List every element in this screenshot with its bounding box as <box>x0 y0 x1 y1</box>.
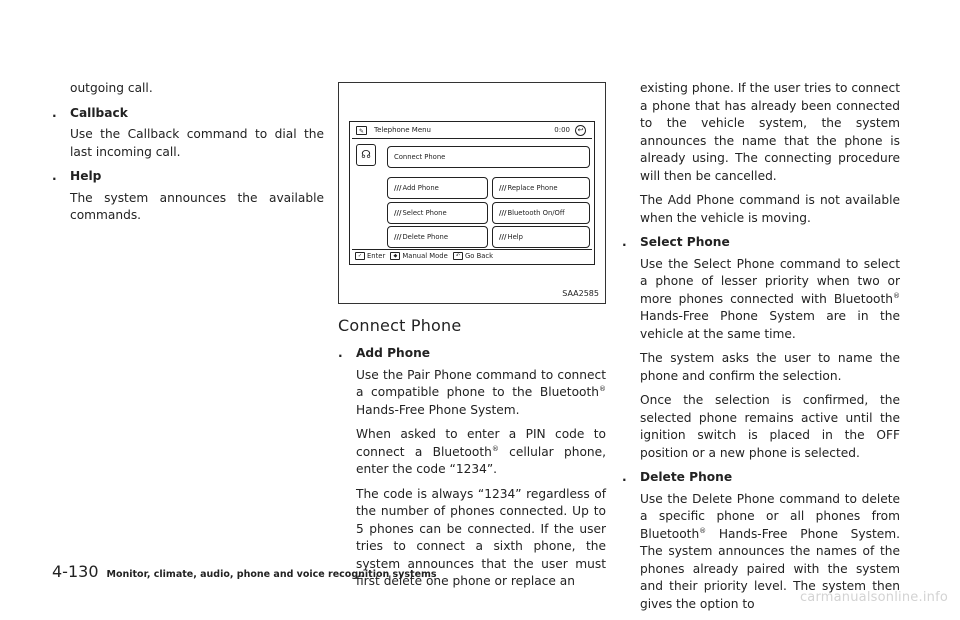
back-icon[interactable]: ↩ <box>575 125 586 136</box>
screen-title: Telephone Menu <box>374 126 431 134</box>
paragraph-add-2: When asked to enter a PIN code to connect a Bluetooth® cellular phone, enter the code “1234”. <box>356 427 607 476</box>
paragraph-select-1: Use the Select Phone command to select a phone of lesser priority when two or more phones connected with Bluetooth® Hands-Free Phone System are in the vehicle at the same time. <box>640 256 900 341</box>
column-middle <box>338 304 606 598</box>
bullet-delete-phone: . Delete Phone <box>622 470 733 484</box>
section-heading-connect-phone: Connect Phone <box>338 316 462 335</box>
page-number: 4-130 <box>52 562 99 581</box>
manual-mode-label: Manual Mode <box>402 252 448 260</box>
bullet-add-phone: . Add Phone <box>338 346 431 360</box>
column-left <box>52 80 324 232</box>
bluetooth-onoff-button[interactable]: ///Bluetooth On/Off <box>492 202 590 224</box>
enter-icon: ✓ <box>355 252 365 260</box>
go-back-icon: ↶ <box>453 252 463 260</box>
title-divider <box>352 138 592 139</box>
page-footer <box>52 562 437 581</box>
paragraph-callback: Use the Callback command to dial the last incoming call. <box>70 127 324 159</box>
connect-phone-button[interactable]: Connect Phone <box>387 146 590 168</box>
paragraph-add-3: The code is always “1234” regardless of the number of phones connected. Up to 5 phones can be connected. If the user tries to connect a sixth phone, the system announces that the user must first delete one phone or replace an <box>356 486 606 588</box>
paragraph-existing: existing phone. If the user tries to connect a phone that has already been connected to the vehicle system, the system announces the name that the phone is already using. The connecting procedure will then be cancelled. <box>640 81 900 183</box>
telephone-menu-figure <box>338 82 606 304</box>
add-phone-button[interactable]: ///Add Phone <box>387 177 488 199</box>
figure-code: SAA2585 <box>562 289 599 298</box>
section-title: Monitor, climate, audio, phone and voice recognition systems <box>106 569 437 580</box>
paragraph-outgoing: outgoing call. <box>70 81 153 95</box>
phone-menu-icon: ✎ <box>356 126 367 135</box>
paragraph-add-note: The Add Phone command is not available when the vehicle is moving. <box>640 193 900 225</box>
go-back-label: Go Back <box>464 252 494 260</box>
column-right <box>622 80 900 620</box>
select-phone-button[interactable]: ///Select Phone <box>387 202 488 224</box>
help-button[interactable]: ///Help <box>492 226 590 248</box>
screen-title-bar <box>352 124 592 137</box>
delete-phone-button[interactable]: ///Delete Phone <box>387 226 488 248</box>
screen-bottom-bar <box>352 250 592 262</box>
paragraph-add-1: Use the Pair Phone command to connect a compatible phone to the Bluetooth® Hands-Free Phone System. <box>356 367 606 417</box>
paragraph-delete-1: Use the Delete Phone command to delete a specific phone or all phones from Bluetooth® Hands-Free Phone System. The system announces the names of the phones already paired with the system and their priority level. The system then gives the option to <box>640 491 900 611</box>
bullet-callback: . Callback <box>52 105 128 120</box>
bullet-select-phone: . Select Phone <box>622 235 730 249</box>
paragraph-help: The system announces the available commands. <box>70 190 324 222</box>
watermark: carmanualsonline.info <box>799 590 948 605</box>
voice-talk-icon: ☊ <box>356 144 376 166</box>
enter-label: Enter <box>367 252 386 260</box>
screen-time: 0:00 <box>554 126 570 134</box>
manual-mode-icon: ◆ <box>390 252 400 260</box>
bullet-help: . Help <box>52 169 102 183</box>
replace-phone-button[interactable]: ///Replace Phone <box>492 177 590 199</box>
paragraph-select-3: Once the selection is confirmed, the selected phone remains active until the ignition switch is placed in the OFF position or a new phone is selected. <box>640 393 900 460</box>
paragraph-select-2: The system asks the user to name the phone and confirm the selection. <box>640 351 900 383</box>
telephone-menu-screen <box>349 121 595 265</box>
